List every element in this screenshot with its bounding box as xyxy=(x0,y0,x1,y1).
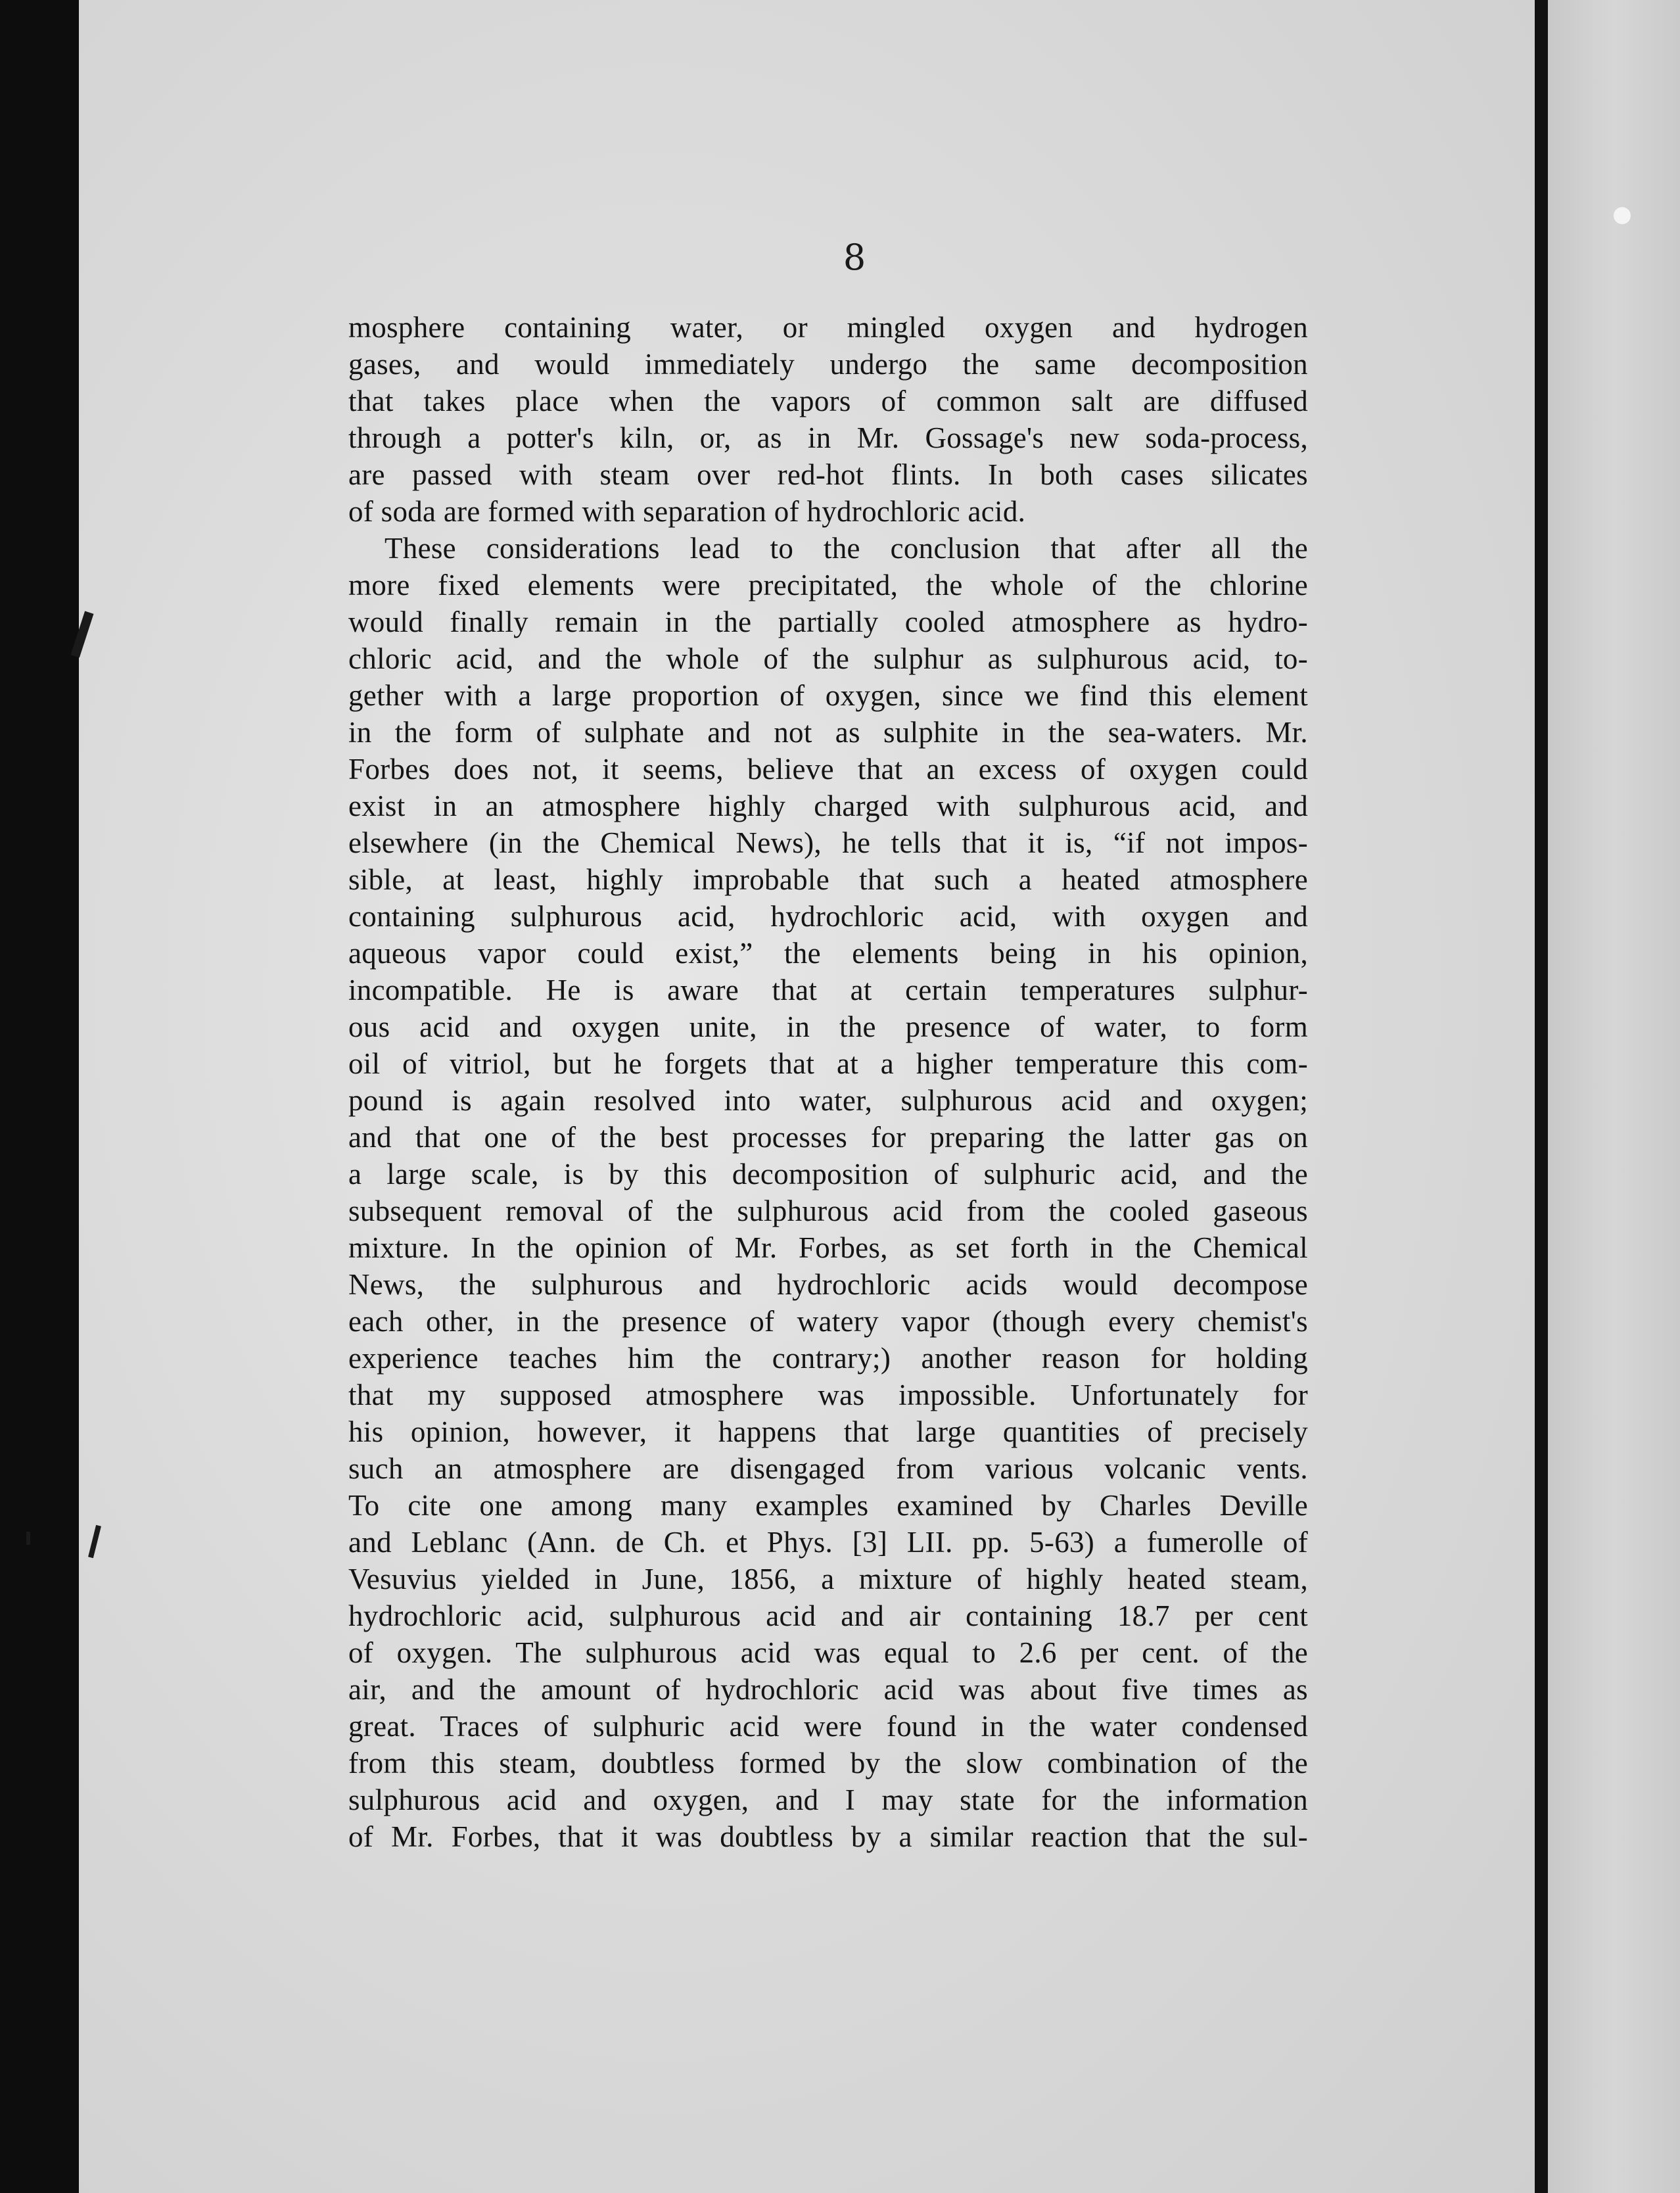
text-line: hydrochloric acid, sulphurous acid and air containing 18.7 per cent xyxy=(348,1599,1308,1632)
text-line: News, the sulphurous and hydrochloric acids would decompose xyxy=(348,1268,1308,1301)
text-line: Forbes does not, it seems, believe that an excess of oxygen could xyxy=(348,753,1308,786)
text-line: sulphurous acid and oxygen, and I may state for the information xyxy=(348,1783,1308,1816)
text-line: subsequent removal of the sulphurous acid from the cooled gaseous xyxy=(348,1194,1308,1227)
text-line: of soda are formed with separation of hydrochloric acid. xyxy=(348,495,1026,528)
text-line: aqueous vapor could exist,” the elements being in his opinion, xyxy=(348,937,1308,970)
text-line: gether with a large proportion of oxygen, since we find this element xyxy=(348,679,1308,712)
text-line: from this steam, doubtless formed by the slow combination of the xyxy=(348,1747,1308,1780)
text-line: containing sulphurous acid, hydrochloric acid, with oxygen and xyxy=(348,900,1308,933)
page-number: 8 xyxy=(843,237,866,278)
text-line: chloric acid, and the whole of the sulphur as sulphurous acid, to- xyxy=(348,642,1308,675)
text-line: of oxygen. The sulphurous acid was equal to 2.6 per cent. of the xyxy=(348,1636,1308,1669)
text-line: his opinion, however, it happens that large quantities of precisely xyxy=(348,1415,1308,1448)
text-line: great. Traces of sulphuric acid were found in the water condensed xyxy=(348,1710,1308,1743)
text-line: and Leblanc (Ann. de Ch. et Phys. [3] LII. pp. 5-63) a fumerolle of xyxy=(348,1526,1308,1559)
text-line: more fixed elements were precipitated, the whole of the chlorine xyxy=(348,569,1308,601)
paragraph xyxy=(348,309,1308,530)
text-line: in the form of sulphate and not as sulphite in the sea-waters. Mr. xyxy=(348,716,1308,749)
text-line: and that one of the best processes for preparing the latter gas on xyxy=(348,1121,1308,1154)
text-line: experience teaches him the contrary;) another reason for holding xyxy=(348,1342,1308,1375)
text-line: incompatible. He is aware that at certain temperatures sulphur- xyxy=(348,974,1308,1006)
page-gutter-shadow xyxy=(1535,0,1548,2193)
text-line: oil of vitriol, but he forgets that at a higher temperature this com- xyxy=(348,1047,1308,1080)
text-line: sible, at least, highly improbable that such a heated atmosphere xyxy=(348,863,1308,896)
margin-ink-mark xyxy=(26,1532,30,1545)
text-line: air, and the amount of hydrochloric acid was about five times as xyxy=(348,1673,1308,1706)
text-line: exist in an atmosphere highly charged with sulphurous acid, and xyxy=(348,790,1308,822)
body-text xyxy=(348,309,1308,1855)
text-line: that my supposed atmosphere was impossible. Unfortunately for xyxy=(348,1379,1308,1411)
text-line: gases, and would immediately undergo the same decomposition xyxy=(348,348,1308,381)
paragraph xyxy=(348,530,1308,1855)
adjacent-page-edge xyxy=(1548,0,1680,2193)
text-line: through a potter's kiln, or, as in Mr. Gossage's new soda-process, xyxy=(348,421,1308,454)
text-line: a large scale, is by this decomposition of sulphuric acid, and the xyxy=(348,1158,1308,1191)
text-line: mosphere containing water, or mingled oxygen and hydrogen xyxy=(348,311,1308,344)
text-line: elsewhere (in the Chemical News), he tells that it is, “if not impos- xyxy=(348,826,1308,859)
text-line: of Mr. Forbes, that it was doubtless by a similar reaction that the sul- xyxy=(348,1820,1308,1853)
text-line: ous acid and oxygen unite, in the presence of water, to form xyxy=(348,1010,1308,1043)
text-line: each other, in the presence of watery vapor (though every chemist's xyxy=(348,1305,1308,1338)
text-line: mixture. In the opinion of Mr. Forbes, as set forth in the Chemical xyxy=(348,1231,1308,1264)
text-line: such an atmosphere are disengaged from various volcanic vents. xyxy=(348,1452,1308,1485)
paper-blemish xyxy=(1614,207,1631,224)
text-line: pound is again resolved into water, sulphurous acid and oxygen; xyxy=(348,1084,1308,1117)
text-line: are passed with steam over red-hot flints. In both cases silicates xyxy=(348,458,1308,491)
text-line: To cite one among many examples examined by Charles Deville xyxy=(348,1489,1308,1522)
text-line: that takes place when the vapors of common salt are diffused xyxy=(348,385,1308,417)
text-line: would finally remain in the partially cooled atmosphere as hydro- xyxy=(348,605,1308,638)
text-line: These considerations lead to the conclusion that after all the xyxy=(385,532,1308,565)
text-line: Vesuvius yielded in June, 1856, a mixture of highly heated steam, xyxy=(348,1563,1308,1595)
